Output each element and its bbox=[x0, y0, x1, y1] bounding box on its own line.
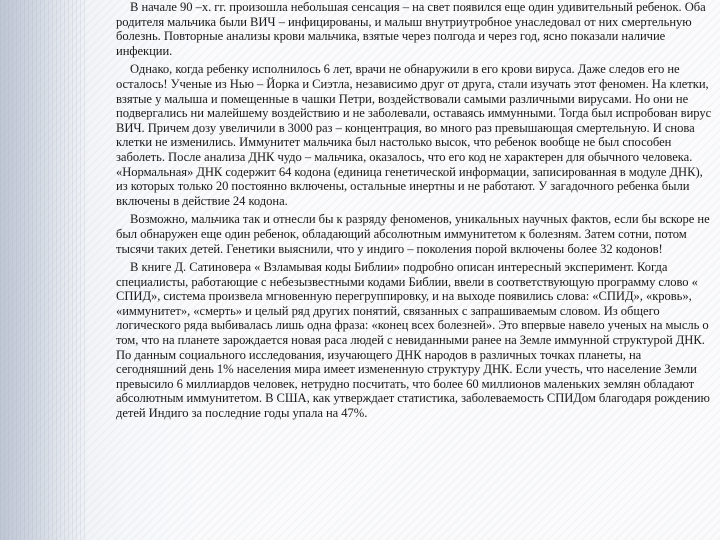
document-text bbox=[116, 0, 714, 425]
paragraph-4: В книге Д. Сатиновера « Взламывая коды Библии» подробно описан интересный эксперимент. Когда специалисты, работающие с небезызвестными кодами Библии, ввели в соответствующую программу слово « СПИД», система произвела мгновенную перегруппировку, и на выходе появились слова: «СПИД», «кровь», «иммунитет», «смерть» и целый ряд других понятий, связанных с запрашиваемым словом. Из общего логического ряда выбивалась лишь одна фраза: «конец всех болезней». Это впервые навело ученых на мысль о том, что на планете зарождается новая раса людей с невиданными ранее на Земле иммунной структурой ДНК. По данным социального исследования, изучающего ДНК народов в различных точках планеты, на сегодняшний день 1% населения мира имеет измененную структуру ДНК. Если учесть, что население Земли превысило 6 миллиардов человек, нетрудно посчитать, что более 60 миллионов маленьких землян обладают абсолютным иммунитетом. В США, как утверждает статистика, заболеваемость СПИДом благодаря рождению детей Индиго за последние годы упала на 47%. bbox=[116, 260, 710, 421]
paragraph-3: Возможно, мальчика так и отнесли бы к разряду феноменов, уникальных научных фактов, если бы вскоре не был обнаружен еще один ребенок, обладающий абсолютным иммунитетом к болезням. Затем сотни, потом тысячи таких детей. Генетики выяснили, что у индиго – поколения порой включены более 32 кодонов! bbox=[116, 212, 710, 256]
decorative-left-border bbox=[0, 0, 88, 540]
paragraph-1: В начале 90 –х. гг. произошла небольшая сенсация – на свет появился еще один удивительный ребенок. Оба родителя мальчика были ВИЧ – инфицированы, и малыш внутриутробное унаследовал от них смертельную болезнь. Повторные анализы крови мальчика, взятые через полгода и через год, ясно показали наличие инфекции. bbox=[116, 0, 706, 58]
paragraph-2: Однако, когда ребенку исполнилось 6 лет, врачи не обнаружили в его крови вируса. Даже следов его не осталось! Ученые из Нью – Йорка и Сиэтла, независимо друг от друга, стали изучать этот феномен. На клетки, взятые у малыша и помещенные в чашки Петри, воздействовали самыми различными вирусами. Но они не подвергались ни малейшему воздействию и не заболевали, оставаясь иммунными. Тогда был испробован вирус ВИЧ. Причем дозу увеличили в 3000 раз – концентрация, во много раз превышающая смертельную. И снова клетки не изменились. Иммунитет мальчика был настолько высок, что ребенок вообще не был способен заболеть. После анализа ДНК чудо – мальчика, оказалось, что его код не характерен для обычного человека. «Нормальная» ДНК содержит 64 кодона (единица генетической информации, записированная в модуле ДНК), из которых только 20 постоянно включены, остальные инертны и не работают. У загадочного ребенка были включены в действие 24 кодона. bbox=[116, 62, 712, 208]
